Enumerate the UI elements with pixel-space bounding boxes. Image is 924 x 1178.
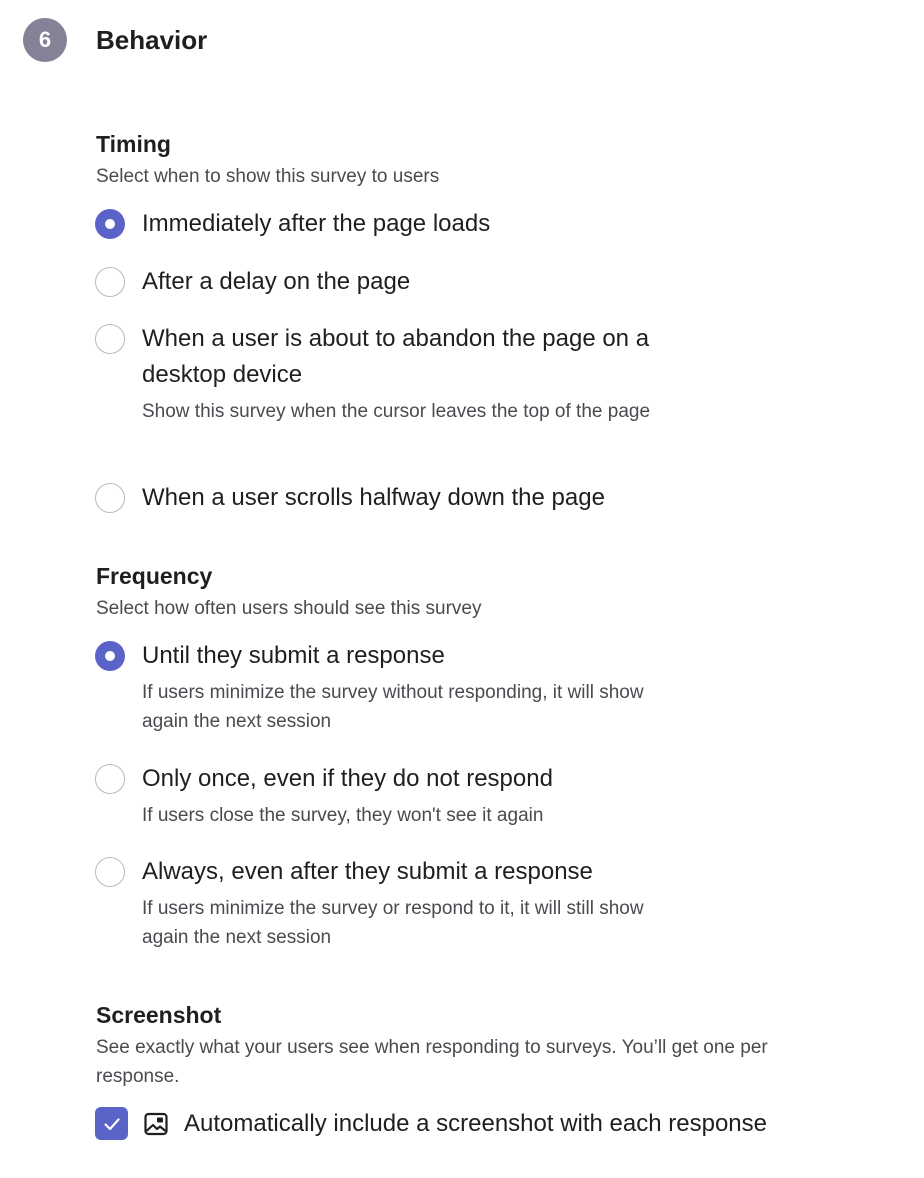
frequency-title: Frequency	[96, 563, 213, 589]
frequency-option-until-submit[interactable]	[95, 641, 672, 736]
option-label: Always, even after they submit a response	[142, 858, 593, 885]
timing-option-abandon[interactable]	[95, 324, 682, 426]
radio-button[interactable]	[95, 857, 125, 887]
option-label: Only once, even if they do not respond	[142, 765, 553, 792]
radio-button[interactable]	[95, 641, 125, 671]
screenshot-checkbox[interactable]	[95, 1107, 128, 1140]
screenshot-checkbox-row[interactable]	[95, 1107, 767, 1140]
option-label: Immediately after the page loads	[142, 210, 491, 237]
option-label: After a delay on the page	[142, 268, 411, 295]
screenshot-checkbox-label: Automatically include a screenshot with each response	[184, 1109, 767, 1137]
option-label: When a user scrolls halfway down the page	[142, 484, 605, 511]
timing-option-scroll[interactable]	[95, 483, 702, 516]
step-title: Behavior	[96, 24, 208, 55]
step-header	[23, 18, 207, 62]
radio-button[interactable]	[95, 483, 125, 513]
frequency-option-always[interactable]	[95, 857, 672, 952]
timing-option-immediately[interactable]	[95, 209, 702, 242]
checkmark-icon	[102, 1114, 122, 1134]
radio-button[interactable]	[95, 209, 125, 239]
option-label: Until they submit a response	[142, 642, 445, 669]
radio-button[interactable]	[95, 764, 125, 794]
option-hint: Show this survey when the cursor leaves the top of the page	[142, 401, 651, 422]
option-hint: If users minimize the survey without responding, it will show again the next session	[142, 682, 644, 732]
radio-button[interactable]	[95, 324, 125, 354]
frequency-description: Select how often users should see this survey	[96, 598, 482, 619]
timing-option-delay[interactable]	[95, 267, 702, 300]
option-hint: If users minimize the survey or respond to it, it will still show again the next session	[142, 898, 644, 948]
frequency-option-only-once[interactable]	[95, 764, 702, 830]
step-number-badge: 6	[23, 18, 67, 62]
timing-description: Select when to show this survey to users	[96, 166, 440, 187]
timing-title: Timing	[96, 131, 171, 157]
screenshot-title: Screenshot	[96, 1002, 222, 1028]
radio-button[interactable]	[95, 267, 125, 297]
screenshot-description: See exactly what your users see when responding to surveys. You’ll get one per response.	[96, 1037, 768, 1087]
screenshot-icon	[143, 1111, 169, 1137]
option-hint: If users close the survey, they won't see it again	[142, 805, 544, 826]
option-label: When a user is about to abandon the page on a desktop device	[142, 325, 650, 388]
